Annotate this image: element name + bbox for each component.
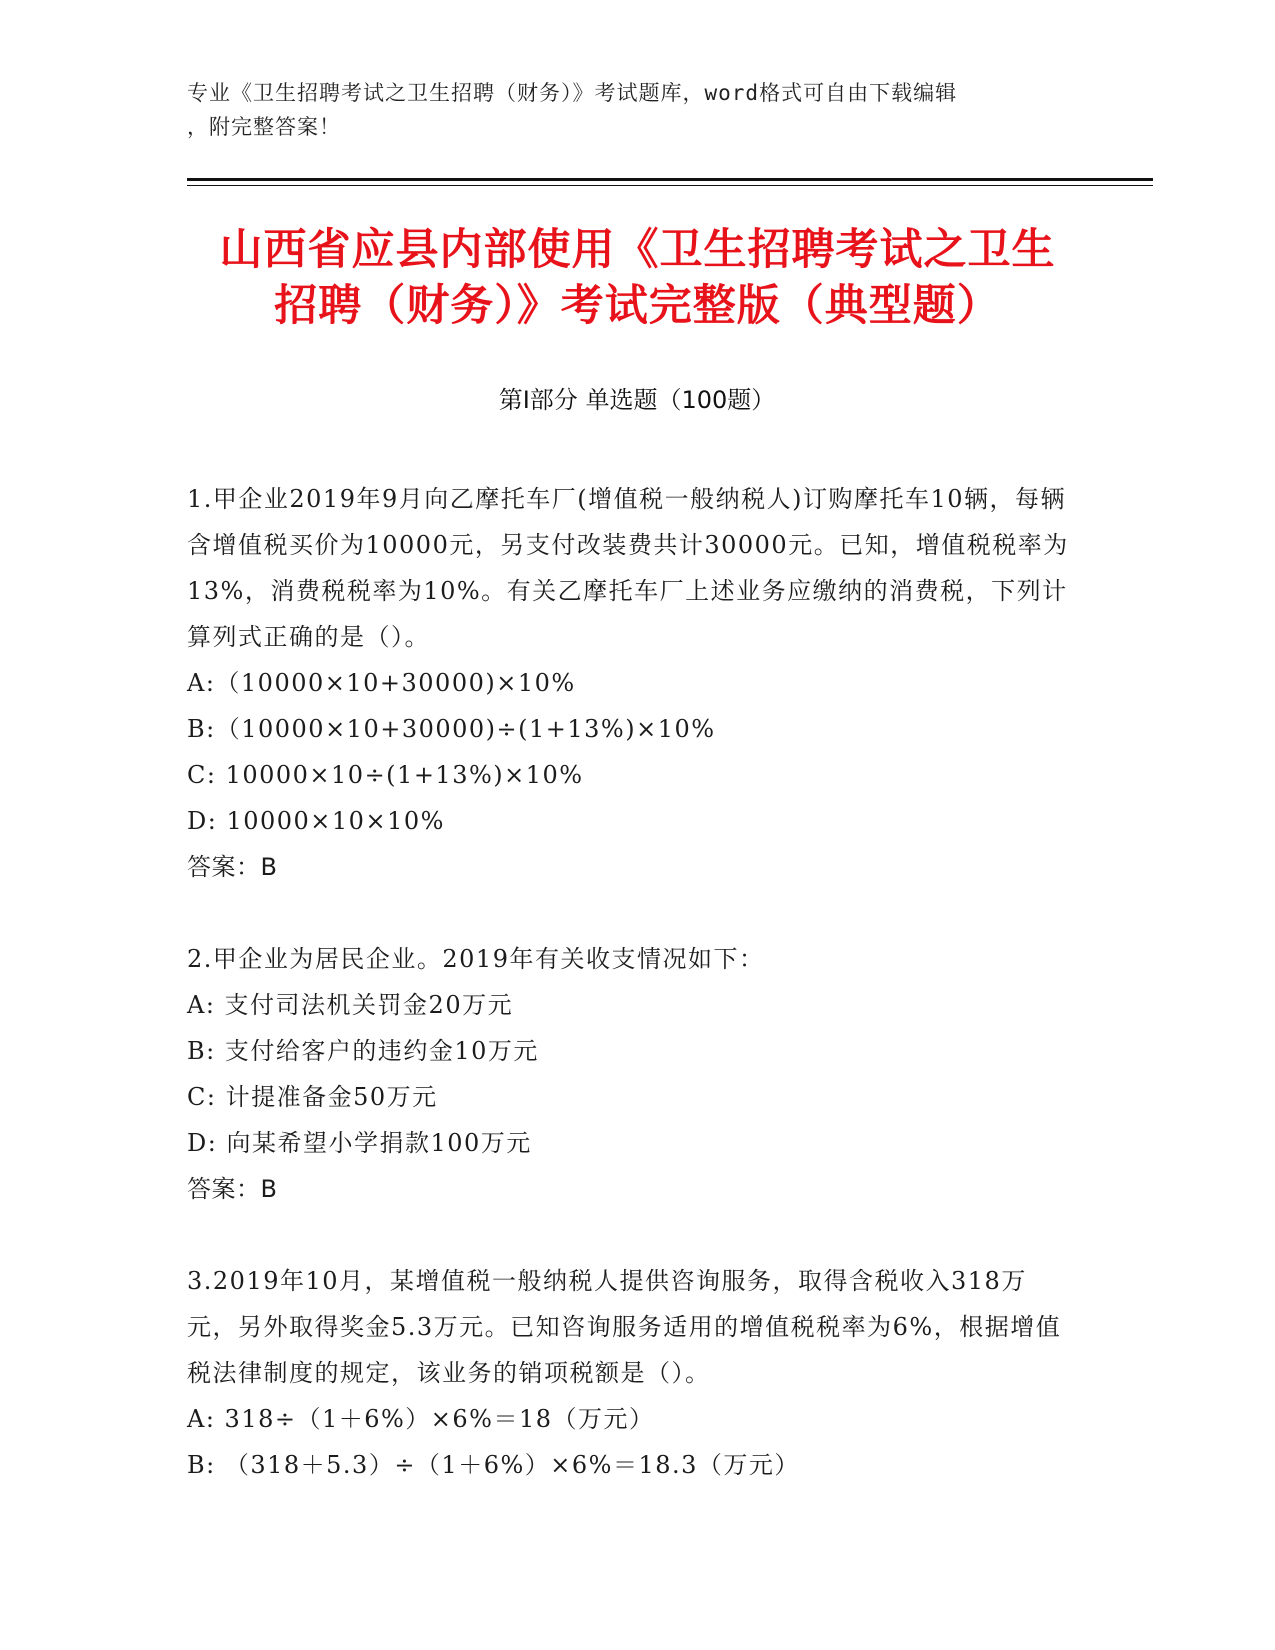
question-stem: 1.甲企业2019年9月向乙摩托车厂(增值税一般纳税人)订购摩托车10辆，每辆含增值税买价为10000元，另支付改装费共计30000元。已知，增值税税率为13%，消费税税率为10%。有关乙摩托车厂上述业务应缴纳的消费税，下列计算列式正确的是（）。 xyxy=(187,485,1069,651)
question-stem: 2.甲企业为居民企业。2019年有关收支情况如下： xyxy=(187,945,765,973)
question-1 xyxy=(187,476,1077,890)
header-note-line-1: 专业《卫生招聘考试之卫生招聘（财务）》考试题库，word格式可自由下载编辑 xyxy=(187,81,958,105)
document-title xyxy=(150,222,1125,334)
option-c: C: 10000×10÷(1+13%)×10% xyxy=(187,761,584,789)
answer: 答案：B xyxy=(187,1175,278,1203)
document-title-line-2: 招聘（财务）》考试完整版（典型题） xyxy=(274,281,1001,331)
header-note xyxy=(187,76,1087,144)
question-3 xyxy=(187,1258,1077,1488)
document-title-line-1: 山西省应县内部使用《卫生招聘考试之卫生 xyxy=(219,225,1056,275)
section-title: 第Ⅰ部分 单选题（100题） xyxy=(498,386,776,414)
question-list xyxy=(187,476,1077,1534)
question-stem: 3.2019年10月，某增值税一般纳税人提供咨询服务，取得含税收入318万元，另外取得奖金5.3万元。已知咨询服务适用的增值税税率为6%，根据增值税法律制度的规定，该业务的销项税额是（）。 xyxy=(187,1267,1062,1387)
option-a: A: 318÷（1＋6%）×6%＝18（万元） xyxy=(187,1405,655,1433)
option-a: A:（10000×10+30000)×10% xyxy=(187,669,576,697)
header-rule-thin xyxy=(187,185,1153,186)
option-b: B:（10000×10+30000)÷(1+13%)×10% xyxy=(187,715,716,743)
option-d: D: 10000×10×10% xyxy=(187,807,445,835)
question-2 xyxy=(187,936,1077,1212)
answer: 答案：B xyxy=(187,853,278,881)
header-rule-thick xyxy=(187,178,1153,181)
option-b: B: 支付给客户的违约金10万元 xyxy=(187,1037,539,1065)
option-d: D: 向某希望小学捐款100万元 xyxy=(187,1129,532,1157)
option-c: C: 计提准备金50万元 xyxy=(187,1083,438,1111)
option-a: A: 支付司法机关罚金20万元 xyxy=(187,991,514,1019)
option-b: B: （318＋5.3）÷（1＋6%）×6%＝18.3（万元） xyxy=(187,1451,800,1479)
header-note-line-2: ，附完整答案！ xyxy=(187,115,341,139)
